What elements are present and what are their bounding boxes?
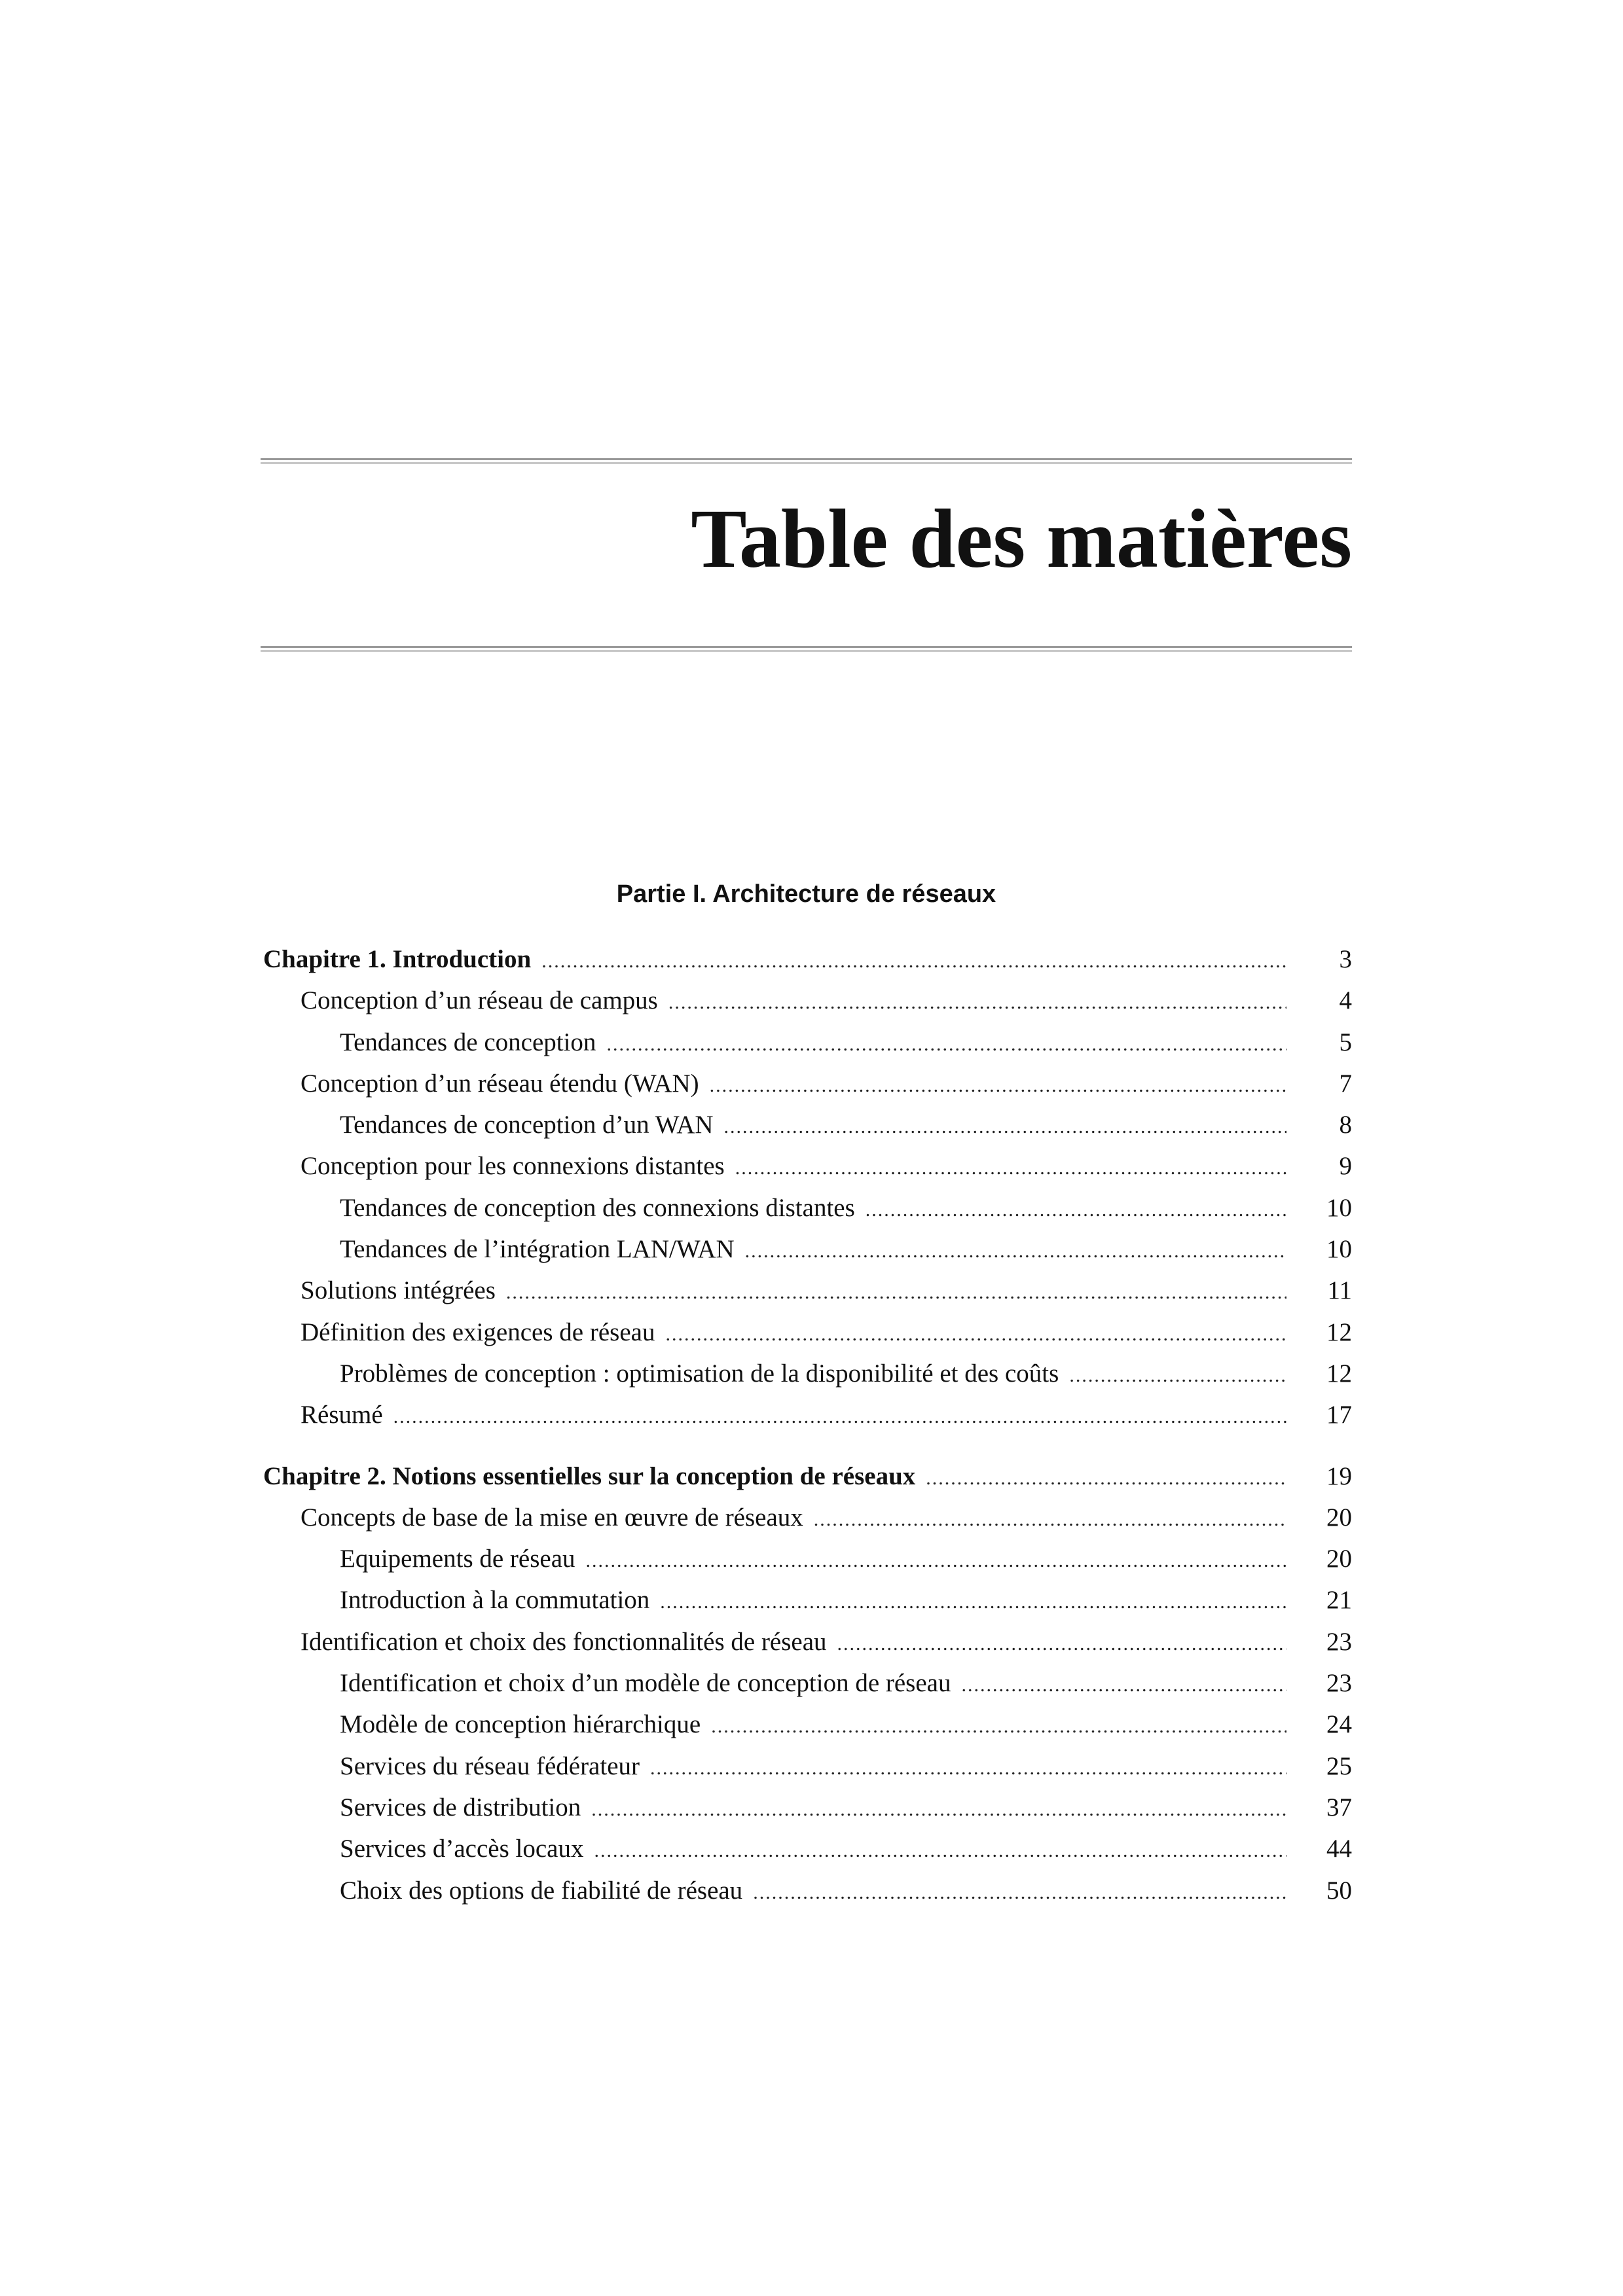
toc-page-number: 44 xyxy=(1326,1835,1352,1863)
dot-leader xyxy=(711,1706,1286,1747)
dot-leader xyxy=(926,1458,1286,1499)
toc-entry[interactable] xyxy=(263,1187,1352,1229)
toc-entry[interactable] xyxy=(263,980,1352,1021)
page-title: Table des matières xyxy=(691,492,1352,585)
toc-entry-title: Modèle de conception hiérarchique xyxy=(340,1710,701,1739)
toc-page-number: 10 xyxy=(1326,1193,1352,1222)
toc-entry-title: Conception pour les connexions distantes xyxy=(301,1152,725,1181)
toc-entry[interactable] xyxy=(263,1662,1352,1704)
toc-entry[interactable] xyxy=(263,1270,1352,1311)
table-of-contents xyxy=(263,939,1352,1911)
toc-entry-title: Services d’accès locaux xyxy=(340,1835,584,1863)
toc-entry[interactable] xyxy=(263,1787,1352,1828)
toc-page-number: 10 xyxy=(1326,1235,1352,1264)
toc-page-number: 12 xyxy=(1326,1318,1352,1346)
toc-page-number: 50 xyxy=(1326,1876,1352,1905)
toc-page-number: 20 xyxy=(1326,1503,1352,1532)
toc-entry[interactable] xyxy=(263,1229,1352,1270)
toc-entry[interactable] xyxy=(263,1538,1352,1579)
dot-leader xyxy=(393,1396,1286,1437)
toc-entry-title: Problèmes de conception : optimisation de la disponibilité et des coûts xyxy=(340,1359,1059,1388)
toc-chapter-entry[interactable] xyxy=(263,939,1352,980)
toc-entry[interactable] xyxy=(263,1870,1352,1911)
toc-entry[interactable] xyxy=(263,1104,1352,1145)
toc-entry[interactable] xyxy=(263,1312,1352,1353)
toc-page-number: 20 xyxy=(1326,1545,1352,1573)
toc-entry-title: Conception d’un réseau de campus xyxy=(301,986,658,1015)
toc-page-number: 3 xyxy=(1339,945,1352,973)
toc-entry[interactable] xyxy=(263,1621,1352,1662)
title-top-rule xyxy=(261,458,1352,465)
toc-entry-title: Tendances de conception xyxy=(340,1028,596,1056)
dot-leader xyxy=(660,1581,1286,1623)
dot-leader xyxy=(1069,1355,1286,1396)
dot-leader xyxy=(814,1499,1286,1540)
toc-page-number: 11 xyxy=(1327,1276,1352,1305)
dot-leader xyxy=(594,1830,1286,1871)
toc-entry-title: Identification et choix des fonctionnalités de réseau xyxy=(301,1627,827,1656)
toc-page-number: 19 xyxy=(1326,1462,1352,1490)
dot-leader xyxy=(665,1314,1286,1355)
toc-entry-title: Résumé xyxy=(301,1401,383,1429)
toc-page-number: 8 xyxy=(1339,1111,1352,1139)
toc-entry[interactable] xyxy=(263,1497,1352,1538)
dot-leader xyxy=(961,1664,1286,1706)
toc-entry[interactable] xyxy=(263,1828,1352,1869)
toc-entry[interactable] xyxy=(263,1063,1352,1104)
dot-leader xyxy=(735,1147,1286,1189)
toc-entry-title: Equipements de réseau xyxy=(340,1545,575,1573)
dot-leader xyxy=(837,1623,1286,1664)
toc-entry[interactable] xyxy=(263,1394,1352,1435)
toc-page-number: 23 xyxy=(1326,1669,1352,1698)
toc-entry[interactable] xyxy=(263,1579,1352,1621)
toc-entry-title: Chapitre 2. Notions essentielles sur la conception de réseaux xyxy=(263,1462,916,1490)
dot-leader xyxy=(724,1106,1286,1147)
toc-entry-title: Services de distribution xyxy=(340,1793,581,1821)
toc-page-number: 25 xyxy=(1326,1751,1352,1780)
toc-chapter-entry[interactable] xyxy=(263,1456,1352,1497)
toc-page-number: 17 xyxy=(1326,1401,1352,1429)
dot-leader xyxy=(866,1189,1286,1230)
toc-entry[interactable] xyxy=(263,1145,1352,1187)
toc-entry[interactable] xyxy=(263,1704,1352,1745)
dot-leader xyxy=(710,1065,1286,1106)
toc-page-number: 21 xyxy=(1326,1586,1352,1615)
dot-leader xyxy=(586,1540,1286,1581)
toc-entry-title: Solutions intégrées xyxy=(301,1276,496,1305)
toc-page-number: 24 xyxy=(1326,1710,1352,1739)
toc-page-number: 7 xyxy=(1339,1069,1352,1098)
toc-entry-title: Concepts de base de la mise en œuvre de réseaux xyxy=(301,1503,803,1532)
toc-entry-title: Définition des exigences de réseau xyxy=(301,1318,655,1346)
toc-page-number: 5 xyxy=(1339,1028,1352,1056)
toc-entry[interactable] xyxy=(263,1022,1352,1063)
toc-entry-title: Chapitre 1. Introduction xyxy=(263,945,532,973)
toc-entry-title: Tendances de conception des connexions distantes xyxy=(340,1193,855,1222)
toc-page-number: 4 xyxy=(1339,986,1352,1015)
toc-entry[interactable] xyxy=(263,1353,1352,1394)
dot-leader xyxy=(506,1272,1286,1313)
toc-entry-title: Services du réseau fédérateur xyxy=(340,1751,640,1780)
dot-leader xyxy=(753,1872,1286,1913)
toc-entry-title: Conception d’un réseau étendu (WAN) xyxy=(301,1069,699,1098)
dot-leader xyxy=(650,1748,1286,1789)
toc-page-number: 9 xyxy=(1339,1152,1352,1181)
part-heading: Partie I. Architecture de réseaux xyxy=(616,880,996,908)
toc-page-number: 12 xyxy=(1326,1359,1352,1388)
toc-page-number: 37 xyxy=(1326,1793,1352,1821)
dot-leader xyxy=(668,982,1286,1023)
toc-entry-title: Introduction à la commutation xyxy=(340,1586,650,1615)
toc-entry-title: Tendances de l’intégration LAN/WAN xyxy=(340,1235,735,1264)
toc-entry-title: Tendances de conception d’un WAN xyxy=(340,1111,714,1139)
toc-entry-title: Identification et choix d’un modèle de conception de réseau xyxy=(340,1669,951,1698)
dot-leader xyxy=(541,941,1286,982)
dot-leader xyxy=(591,1789,1286,1830)
toc-entry-title: Choix des options de fiabilité de réseau xyxy=(340,1876,743,1905)
title-bottom-rule xyxy=(261,646,1352,653)
toc-entry[interactable] xyxy=(263,1746,1352,1787)
dot-leader xyxy=(745,1230,1286,1272)
dot-leader xyxy=(606,1024,1286,1065)
toc-page-number: 23 xyxy=(1326,1627,1352,1656)
